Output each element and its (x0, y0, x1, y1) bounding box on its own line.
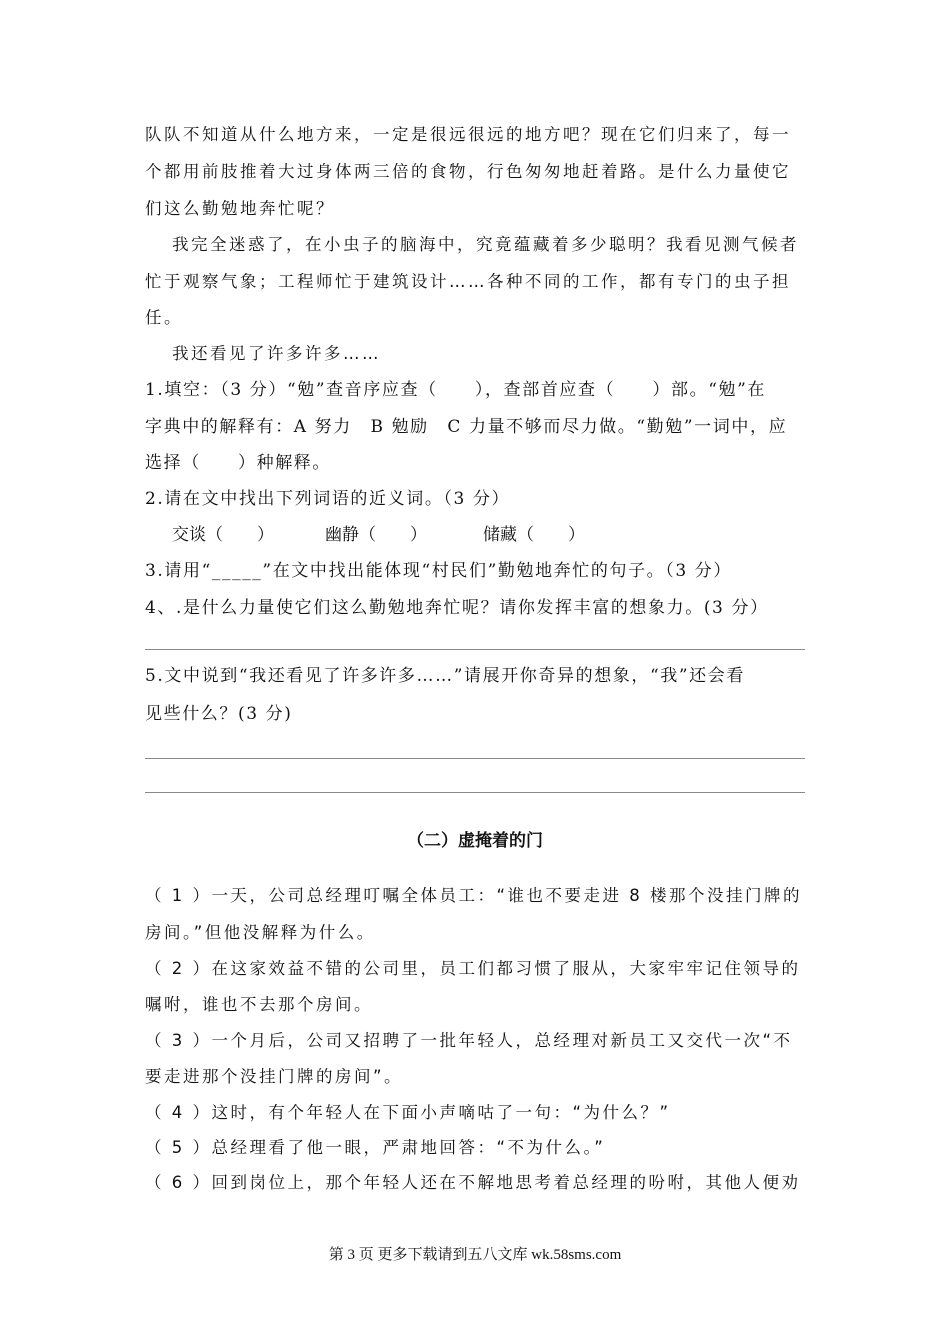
question-3: 3.请用“_____”在文中找出能体现“村民们”勤勉地奔忙的句子。（3 分） (145, 561, 733, 581)
passage-line: （ 4 ）这时，有个年轻人在下面小声嘀咕了一句：“为什么？” (145, 1103, 671, 1122)
question-5: 5.文中说到“我还看见了许多许多……”请展开你奇异的想象，“我”还会看 (145, 666, 745, 686)
passage-line: 嘱咐，谁也不去那个房间。 (145, 995, 373, 1014)
answer-line (145, 649, 805, 650)
passage-line: 要走进那个没挂门牌的房间”。 (145, 1067, 404, 1086)
passage-line: 房间。”但他没解释为什么。 (145, 923, 376, 942)
passage-line: （ 6 ）回到岗位上，那个年轻人还在不解地思考着总经理的吩咐，其他人便劝 (145, 1173, 801, 1192)
synonym-item: 幽静（ ） (325, 525, 427, 545)
synonym-item: 交谈（ ） (172, 525, 274, 545)
passage-line: 队队不知道从什么地方来，一定是很远很远的地方吧？现在它们归来了，每一 (145, 125, 791, 144)
question-1: 1.填空：（3 分）“勉”查音序应查（ ），查部首应查（ ）部。“勉”在 (145, 380, 767, 400)
passage-line: 我还看见了许多许多…… (172, 344, 381, 363)
passage-line: 任。 (145, 308, 183, 327)
passage-line: 个都用前肢推着大过身体两三倍的食物，行色匆匆地赶着路。是什么力量使它 (145, 162, 791, 181)
passage-line: 们这么勤勉地奔忙呢？ (145, 199, 335, 218)
question-1: 字典中的解释有：A 努力 B 勉励 C 力量不够而尽力做。“勤勉”一词中，应 (145, 417, 788, 437)
passage-line: 我完全迷惑了，在小虫子的脑海中，究竟蕴藏着多少聪明？我看见测气候者 (172, 235, 799, 254)
section-title: （二）虚掩着的门 (407, 831, 543, 851)
question-4: 4、.是什么力量使它们这么勤勉地奔忙呢？请你发挥丰富的想象力。(3 分） (145, 598, 769, 618)
answer-line (145, 758, 805, 759)
passage-line: （ 3 ）一个月后，公司又招聘了一批年轻人，总经理对新员工又交代一次“不 (145, 1031, 793, 1050)
synonym-item: 储藏（ ） (483, 525, 585, 545)
question-1: 选择（ ）种解释。 (145, 453, 331, 473)
passage-line: 忙于观察气象；工程师忙于建筑设计……各种不同的工作，都有专门的虫子担 (145, 272, 791, 291)
question-5: 见些什么？(3 分) (145, 704, 293, 724)
answer-line (145, 792, 805, 793)
passage-line: （ 1 ）一天，公司总经理叮嘱全体员工：“谁也不要走进 8 楼那个没挂门牌的 (145, 886, 803, 905)
page-footer: 第 3 页 更多下载请到五八文库 wk.58sms.com (328, 1247, 622, 1263)
passage-line: （ 2 ）在这家效益不错的公司里，员工们都习惯了服从，大家牢牢记住领导的 (145, 959, 801, 978)
passage-line: （ 5 ）总经理看了他一眼，严肃地回答：“不为什么。” (145, 1138, 606, 1157)
question-2: 2.请在文中找出下列词语的近义词。（3 分） (145, 489, 511, 509)
